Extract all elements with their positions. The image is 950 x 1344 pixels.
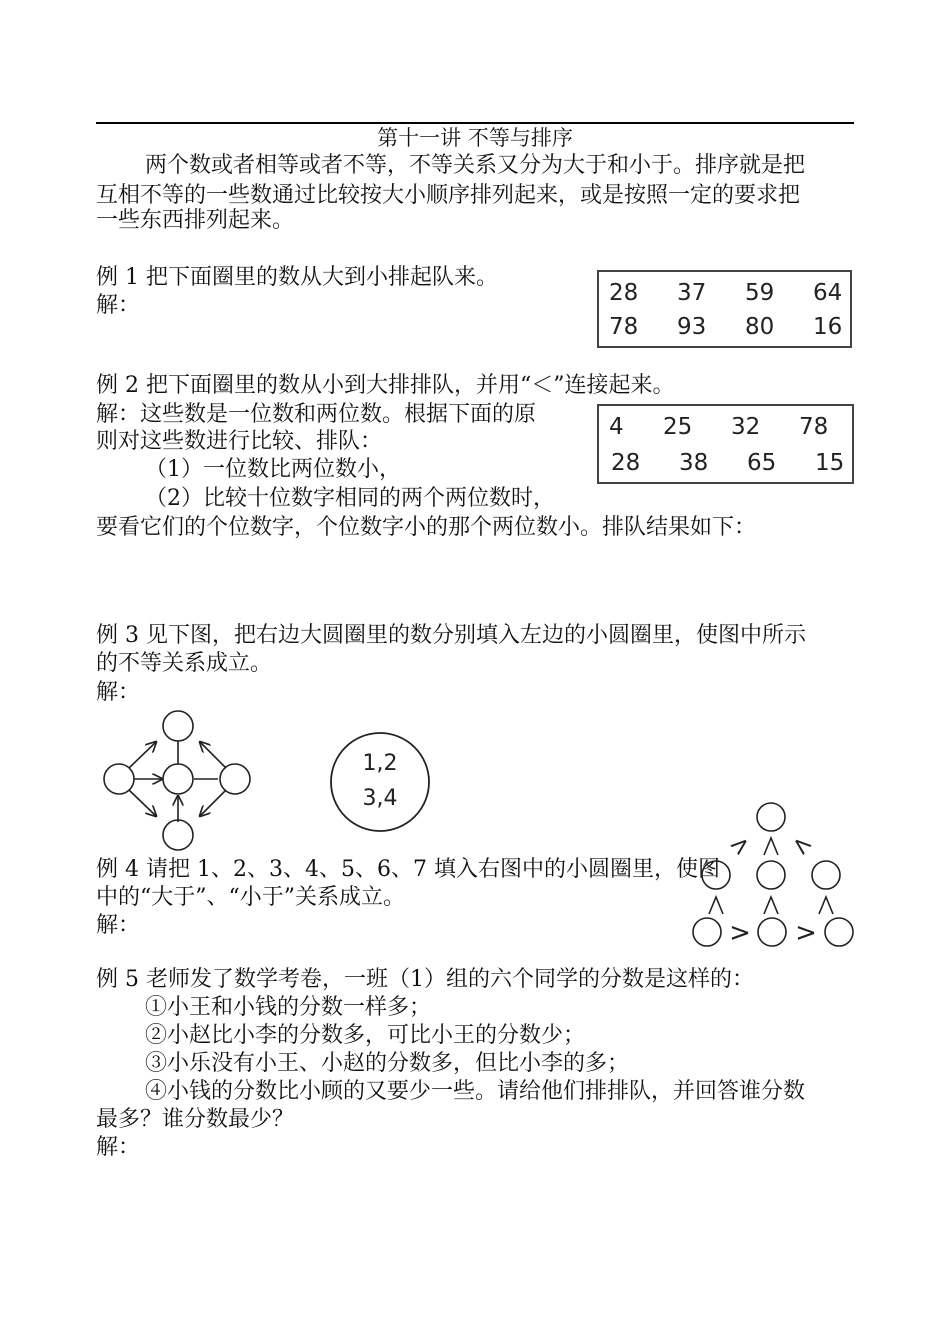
ex1-number: 80 [745,314,775,340]
ex2-number: 38 [679,450,709,476]
intro-line-2: 互相不等的一些数通过比较按大小顺序排列起来，或是按照一定的要求把 [96,183,801,208]
ex2-question: 例 2 把下面圈里的数从小到大排排队，并用“＜”连接起来。 [96,373,675,398]
ex2-number: 28 [611,450,641,476]
ex3-line: 例 3 见下图，把右边大圆圈里的数分别填入左边的小圆圈里，使图中所示 [96,623,806,648]
ex2-number: 25 [663,414,693,440]
ex1-number: 64 [813,280,843,306]
ex2-number-box [597,404,854,484]
ex5-line: 最多？谁分数最少？ [96,1107,295,1132]
ex1-number: 16 [813,314,843,340]
ex5-line: ④小钱的分数比小顾的又要少一些。请给他们排排队，并回答谁分数 [145,1079,806,1104]
ex2-number: 65 [747,450,777,476]
ex3-diamond-diagram [98,704,254,854]
ex2-line: （1）一位数比两位数小， [145,457,401,482]
page-title: 第十一讲 不等与排序 [377,126,573,150]
ex4-line: 例 4 请把 1、2、3、4、5、6、7 填入右图中的小圆圈里，使图 [96,857,720,882]
ex4-small-circle [812,861,840,889]
ex5-line: 解： [96,1135,141,1160]
ex4-small-circle [693,918,721,946]
ex3-small-circle [163,820,193,850]
ex4-line: 解： [96,913,141,938]
ex1-number: 78 [609,314,639,340]
ex4-relation-symbol: > [729,918,751,948]
ex4-tree-diagram [688,800,858,950]
intro-line-1: 两个数或者相等或者不等，不等关系又分为大于和小于。排序就是把 [145,153,806,178]
ex3-line: 解： [96,680,141,705]
ex5-line: ①小王和小钱的分数一样多； [145,995,432,1020]
ex2-line: 则对这些数进行比较、排队： [96,429,383,454]
ex1-answer: 解： [96,293,141,318]
ex4-relation-symbol: < [785,827,819,863]
ex1-number: 59 [745,280,775,306]
ex2-line: 解：这些数是一位数和两位数。根据下面的原 [96,402,537,427]
ex5-line: 例 5 老师发了数学考卷，一班（1）组的六个同学的分数是这样的： [96,967,754,992]
ex4-small-circle [758,918,786,946]
ex2-number: 32 [731,414,761,440]
ex4-small-circle [757,803,785,831]
ex2-line: （2）比较十位数字相同的两个两位数时， [145,486,555,511]
ex2-number: 78 [799,414,829,440]
ex1-number: 28 [609,280,639,306]
ex4-small-circle [702,861,730,889]
ex3-line: 的不等关系成立。 [96,651,273,676]
ex1-number: 93 [677,314,707,340]
ex1-number: 37 [677,280,707,306]
ex3-small-circle [104,764,134,794]
ex3-small-circle [163,764,193,794]
ex4-small-circle [757,861,785,889]
ex4-line: 中的“大于”、“小于”关系成立。 [96,885,405,910]
ex1-number-box [597,270,852,348]
ex5-line: ③小乐没有小王、小赵的分数多，但比小李的多； [145,1051,630,1076]
ex5-line: ②小赵比小李的分数多，可比小王的分数少； [145,1023,586,1048]
ex4-relation-symbol: > [723,827,757,863]
ex3-circle-number: 1,2 [362,751,398,776]
ex3-small-circle [163,711,193,741]
ex2-number: 15 [815,450,845,476]
ex2-number: 4 [609,414,624,440]
ex1-question: 例 1 把下面圈里的数从大到小排起队来。 [96,265,498,290]
ex3-big-circle [328,730,432,834]
ex3-circle-number: 3,4 [362,786,398,811]
ex4-small-circle [825,918,853,946]
ex3-small-circle [220,764,250,794]
ex2-line: 要看它们的个位数字，个位数字小的那个两位数小。排队结果如下： [96,515,757,540]
intro-line-3: 一些东西排列起来。 [96,208,295,233]
ex4-relation-symbol: > [795,918,817,948]
